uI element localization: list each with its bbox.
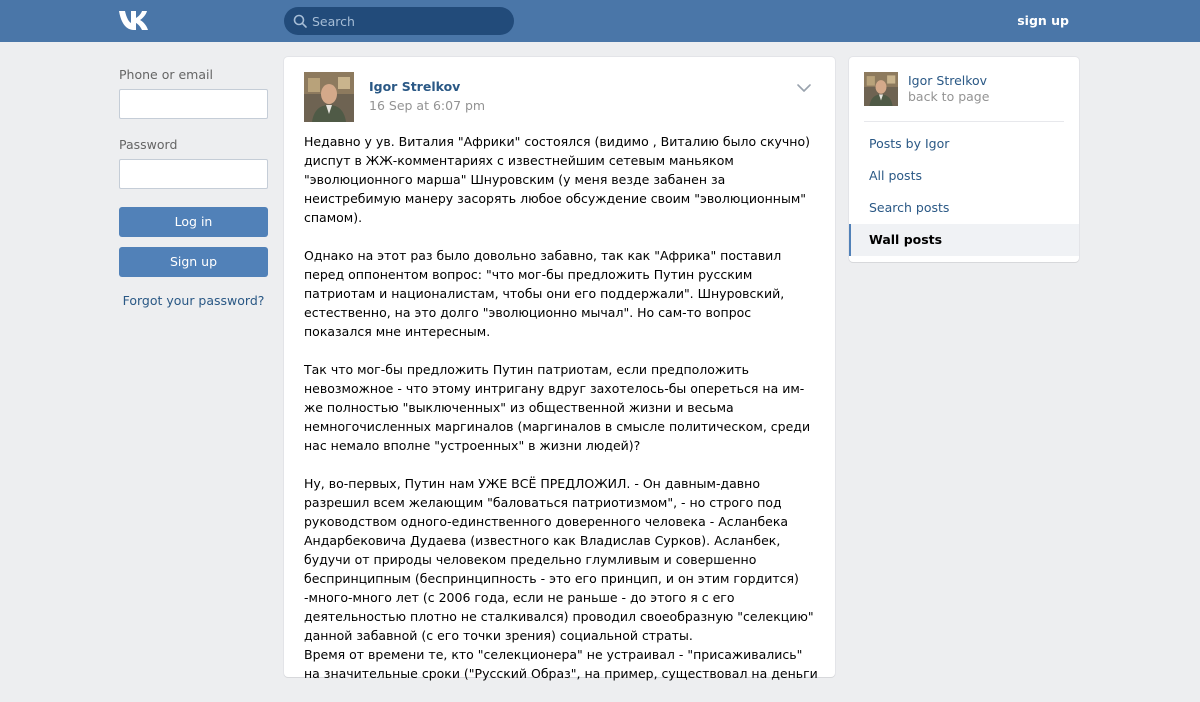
post-paragraph: Недавно у ув. Виталия "Африки" состоялся (видимо , Виталию было скучно) диспут в ЖЖ-комментариях с известнейшим сетевым маньяком "эволюционного марша" Шнуровским (у меня везде забанен за неистребимую манеру засорять любое обсуждение своим "эволюционным" спамом). [304, 134, 810, 225]
avatar-image [864, 72, 898, 106]
signup-button[interactable]: Sign up [119, 247, 268, 277]
search-input[interactable] [312, 11, 502, 31]
password-field[interactable] [119, 159, 268, 189]
side-profile-name[interactable]: Igor Strelkov [908, 73, 988, 88]
login-button[interactable]: Log in [119, 207, 268, 237]
side-avatar[interactable] [864, 72, 898, 106]
header-signup-link[interactable]: sign up [1017, 13, 1069, 28]
post-date[interactable]: 16 Sep at 6:07 pm [369, 98, 486, 113]
top-bar [0, 0, 1200, 42]
profile-side-card [849, 57, 1079, 262]
phone-email-field[interactable] [119, 89, 268, 119]
author-avatar[interactable] [304, 72, 354, 122]
author-name-link[interactable]: Igor Strelkov [369, 79, 461, 94]
post-paragraph: Однако на этот раз было довольно забавно, так как "Африка" поставил перед оппонентом вопрос: "что мог-бы предложить Путин русским патриотам и националистам, чтобы они его поддержали". Шнуровский, естественно, на это долго "эволюционно мычал". Но сам-то вопрос показался мне интересным. [304, 248, 785, 339]
post-paragraph: Время от времени те, кто "селекционера" не устраивал - "присаживались" на значительные сроки ("Русский Образ", на пример, существовал на деньги [304, 647, 818, 681]
post-paragraph: Так что мог-бы предложить Путин патриотам, если предположить невозможное - что этому интригану вдруг захотелось-бы опереться на им-же полностью "выключенных" из общественной жизни и весьма немногочисленных маргиналов (маргиналов в смысле политическом, среди нас немало вполне "устроенных" в жизни людей)? [304, 362, 811, 453]
menu-item-search-posts[interactable]: Search posts [869, 200, 950, 215]
back-to-page-link[interactable]: back to page [908, 89, 990, 104]
password-label: Password [119, 137, 178, 152]
post-paragraph: Ну, во-первых, Путин нам УЖЕ ВСЁ ПРЕДЛОЖИЛ. - Он давным-давно разрешил всем желающим "баловаться патриотизмом", - но строго под руководством одного-единственного доверенного человека - Асланбека Андарбековича Дудаева (известного как Владислав Сурков). Асланбек, будучи от природы человеком предельно глумливым и совершенно беспринципным (беспринципность - это его принцип, и он этим гордится) -много-много лет (с 2006 года, если не раньше - до этого я с его деятельностью плотно не сталкивался) проводил своеобразную "селекцию" данной забавной (с его точки зрения) социальной страты. [304, 476, 814, 643]
chevron-down-icon[interactable] [796, 83, 812, 93]
avatar-image [304, 72, 354, 122]
phone-label: Phone or email [119, 67, 213, 82]
menu-item-wall-posts[interactable]: Wall posts [849, 224, 1079, 256]
menu-item-posts-by-owner[interactable]: Posts by Igor [869, 136, 950, 151]
search-icon [293, 14, 307, 28]
login-form [119, 67, 268, 308]
wall-filter-menu [849, 128, 1079, 256]
search-box[interactable] [284, 7, 514, 35]
vk-logo-icon[interactable] [119, 10, 153, 31]
wall-post [284, 57, 835, 681]
divider [864, 121, 1064, 122]
post-text [304, 132, 819, 702]
menu-item-all-posts[interactable]: All posts [869, 168, 922, 183]
forgot-password-link[interactable]: Forgot your password? [122, 293, 265, 308]
